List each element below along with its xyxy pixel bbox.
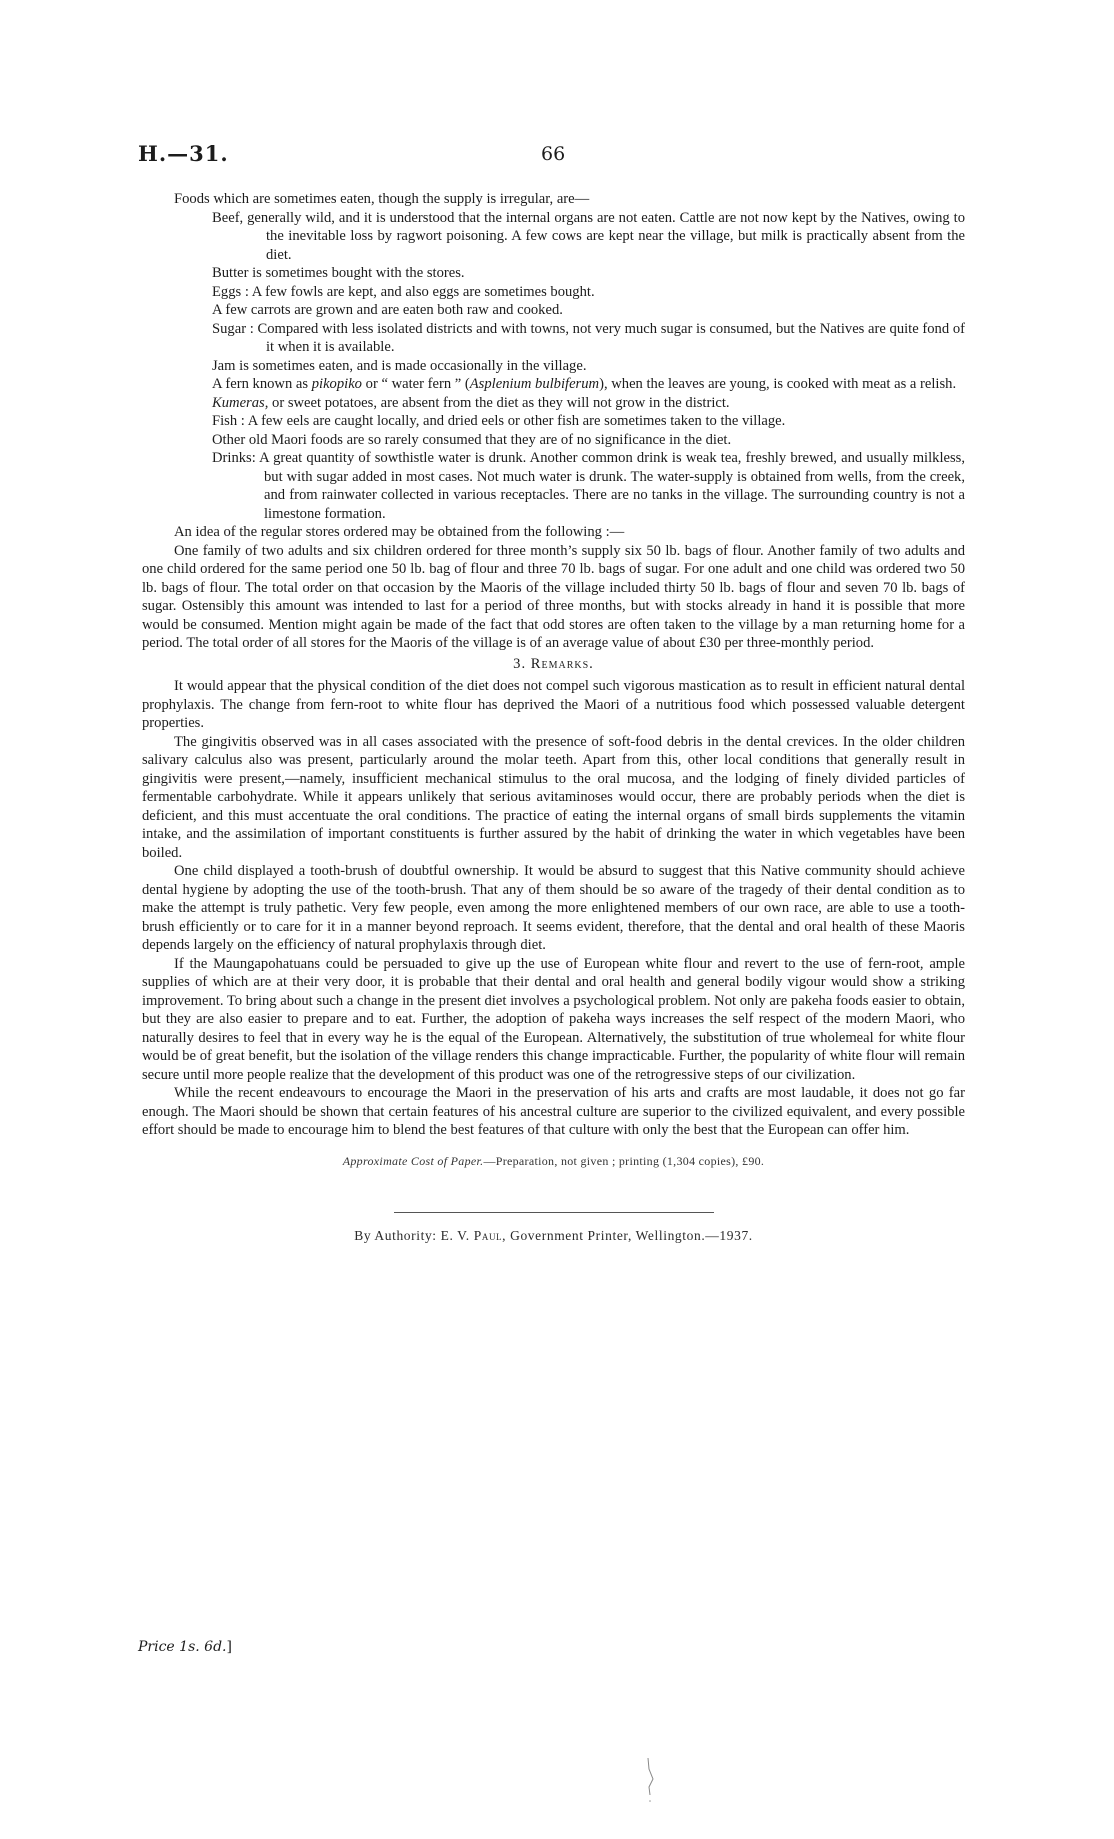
section-heading [142,655,965,674]
food-item-butter: Butter is sometimes bought with the stores. [212,265,465,281]
kumeras-text: or sweet potatoes, are absent from the diet as they will not grow in the district. [272,394,730,411]
fern-latin-name: Asplenium bulbiferum [469,376,600,392]
printer-authority [142,1227,965,1246]
food-item-fern [212,375,965,394]
printer-name: Paul [473,1228,503,1243]
remarks-paragraph: The gingivitis observed was in all cases associated with the presence of soft-food debris in the dental crevices. In the older children salivary calculus also was present, particularly around the molar teeth. Apart from this, other local conditions that generally result in gingivitis were present,—namely, insufficient mechanical stimulus to the oral mucosa, and the lodging of finely divided particles of fermentable carbohydrate. While it appears unlikely that serious avitaminoses would occur, there are probably periods when the diet is deficient, and this must accentuate the oral conditions. The practice of eating the internal organs of small birds supplements the vitamin intake, and the assimilation of important constituents is further assured by the habit of drinking the water in which vegetables have been boiled. [142,733,965,861]
food-item-beef: Beef, generally wild, and it is understood that the internal organs are not eaten. Cattle are not now kept by the Natives, owing to the inevitable loss by ragwort poisoning. A few cows are kept near the village, but milk is practically absent from the diet. [212,209,965,263]
stores-details: One family of two adults and six children ordered for three month’s supply six 50 lb. bags of flour. Another family of two adults and one child ordered for the same period one 50 lb. bag of flour and three 70 lb. bags of sugar. For one adult and one child was ordered two 50 lb. bags of flour. The total order on that occasion by the Maoris of the village included thirty 50 lb. bags of flour and seven 70 lb. bags of sugar. Ostensibly this amount was intended to last for a period of three months, but with stocks already in hand it is possible that more would be consumed. Mention might again be made of the fact that odd stores are often taken to the village by a man returning home for a period. The total order of all stores for the Maoris of the village is of an average value of about £30 per three-monthly period. [142,542,965,651]
remarks-paragraph: If the Maungapohatuans could be persuaded to give up the use of European white flour and revert to the use of fern-root, ample supplies of which are at their very door, it is probable that their dental and oral health and general bodily vigour would show a striking improvement. To bring about such a change in the present diet involves a psychological problem. Not only are pakeha foods easier to obtain, but they are also easier to prepare and to eat. Further, the adoption of pakeha ways increases the self respect of the modern Maori, who naturally desires to feel that in every way he is the equal of the European. Alternatively, the substitution of true wholemeal for white flour would be of great benefit, but the isolation of the village renders this change impracticable. Further, the popularity of white flour will remain secure until more people realize that the development of this product was one of the retrogressive steps of our civilization. [142,955,965,1083]
food-item-fish: Fish : A few eels are caught locally, and dried eels or other fish are sometimes taken to the village. [212,413,786,429]
authority-prefix: By Authority: E. V. [354,1228,470,1243]
remarks-paragraph: While the recent endeavours to encourage the Maori in the preservation of his arts and crafts are most laudable, it does not go far enough. The Maori should be shown that certain features of his ancestral culture are superior to the civilized equivalent, and every possible effort should be made to encourage him to blend the best features of that culture with only the best that the European can offer him. [142,1085,965,1138]
fern-text-a: A fern known as [212,376,309,392]
footer-divider [394,1212,714,1213]
food-item-drinks: Drinks: A great quantity of sowthistle water is drunk. Another common drink is weak tea, freshly brewed, and usually milkless, but with sugar added in most cases. Not much water is drunk. The water-supply is obtained from wells, from the creek, and from rainwater collected in various receptacles. There are no tanks in the village. The surrounding country is not a limestone formation. [212,450,965,522]
remarks-paragraph: One child displayed a tooth-brush of doubtful ownership. It would be absurd to suggest that this Native community should achieve dental hygiene by adopting the use of the tooth-brush. That any of them should be so aware of the tragedy of their dental condition as to make the attempt is truly pathetic. Very few people, even among the more enlightened members of our own race, are able to use a tooth-brush efficiently or to care for it in a manner beyond reproach. It seems evident, therefore, that the dental and oral health of these Maoris depends largely on the efficiency of natural prophylaxis through diet. [142,863,965,953]
price-bracket: ] [226,1639,232,1655]
stores-intro: An idea of the regular stores ordered may be obtained from the following :— [174,524,625,540]
section-number: 3. [513,655,527,672]
fern-local-name: pikopiko [311,376,362,392]
food-item-kumeras [212,394,965,413]
scan-mark-icon [640,1755,660,1805]
food-item-eggs: Eggs : A few fowls are kept, and also eggs are sometimes bought. [212,283,595,300]
cost-text: —Preparation, not given ; printing (1,304 copies), £90. [483,1153,765,1168]
food-item-jam: Jam is sometimes eaten, and is made occasionally in the village. [212,357,587,374]
page-header [138,141,958,171]
cost-note [142,1152,965,1171]
fern-text-c: ), when the leaves are young, is cooked with meat as a relish. [599,376,957,392]
food-item-other: Other old Maori foods are so rarely consumed that they are of no significance in the diet. [212,431,732,448]
section-title: Remarks. [530,655,594,672]
food-item-sugar: Sugar : Compared with less isolated districts and with towns, not very much sugar is consumed, but the Natives are quite fond of it when it is available. [212,320,965,355]
kumeras-word: Kumeras, [212,394,269,411]
price-label [138,1639,232,1655]
document-reference: H.—31. [138,141,229,166]
foods-list [212,209,965,524]
fern-text-b: or “ water fern ” ( [365,376,470,392]
document-body [142,190,965,1246]
cost-label: Approximate Cost of Paper. [342,1153,484,1168]
page-number: 66 [541,143,566,165]
foods-intro: Foods which are sometimes eaten, though the supply is irregular, are— [174,191,590,207]
price-text: Price 1s. 6d. [138,1639,227,1655]
remarks-paragraph: It would appear that the physical condition of the diet does not compel such vigorous mastication as to result in efficient natural dental prophylaxis. The change from fern-root to white flour has deprived the Maori of a nutritious food which possessed valuable detergent properties. [142,678,965,731]
food-item-carrots: A few carrots are grown and are eaten both raw and cooked. [212,302,563,318]
authority-suffix: , Government Printer, Wellington.—1937. [502,1228,753,1243]
